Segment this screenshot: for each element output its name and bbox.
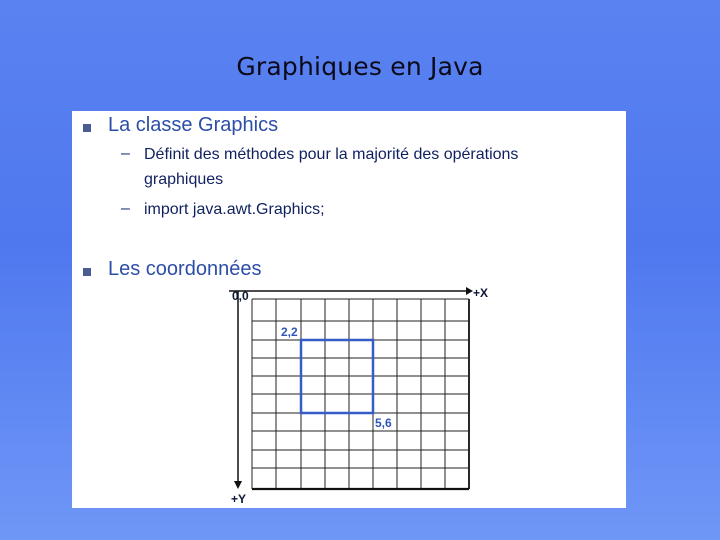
origin-label: 0,0 <box>232 289 249 303</box>
coordinate-grid <box>252 299 469 489</box>
x-axis-arrow-icon <box>466 287 473 295</box>
subitem-definit-line-1: Définit des méthodes pour la majorité des opérations <box>144 146 519 163</box>
bullet-la-classe-graphics: La classe Graphics <box>108 114 279 136</box>
subitem-definit-line-2: graphiques <box>144 171 224 188</box>
y-axis-label: +Y <box>231 492 247 506</box>
y-axis-arrow-icon <box>234 481 242 489</box>
point-start-label: 2,2 <box>281 325 298 339</box>
bullet-square-icon <box>83 124 91 132</box>
subitem-import: import java.awt.Graphics; <box>144 201 325 218</box>
subitem-dash-icon: – <box>121 145 130 162</box>
bullet-les-coordonnees: Les coordonnées <box>108 258 262 280</box>
bullet-square-icon <box>83 268 91 276</box>
subitem-dash-icon: – <box>121 200 130 217</box>
content-panel <box>72 111 626 508</box>
point-end-label: 5,6 <box>375 416 392 430</box>
highlight-rectangle <box>301 340 373 413</box>
slide-title: Graphiques en Java <box>236 52 484 81</box>
x-axis-label: +X <box>473 286 489 300</box>
